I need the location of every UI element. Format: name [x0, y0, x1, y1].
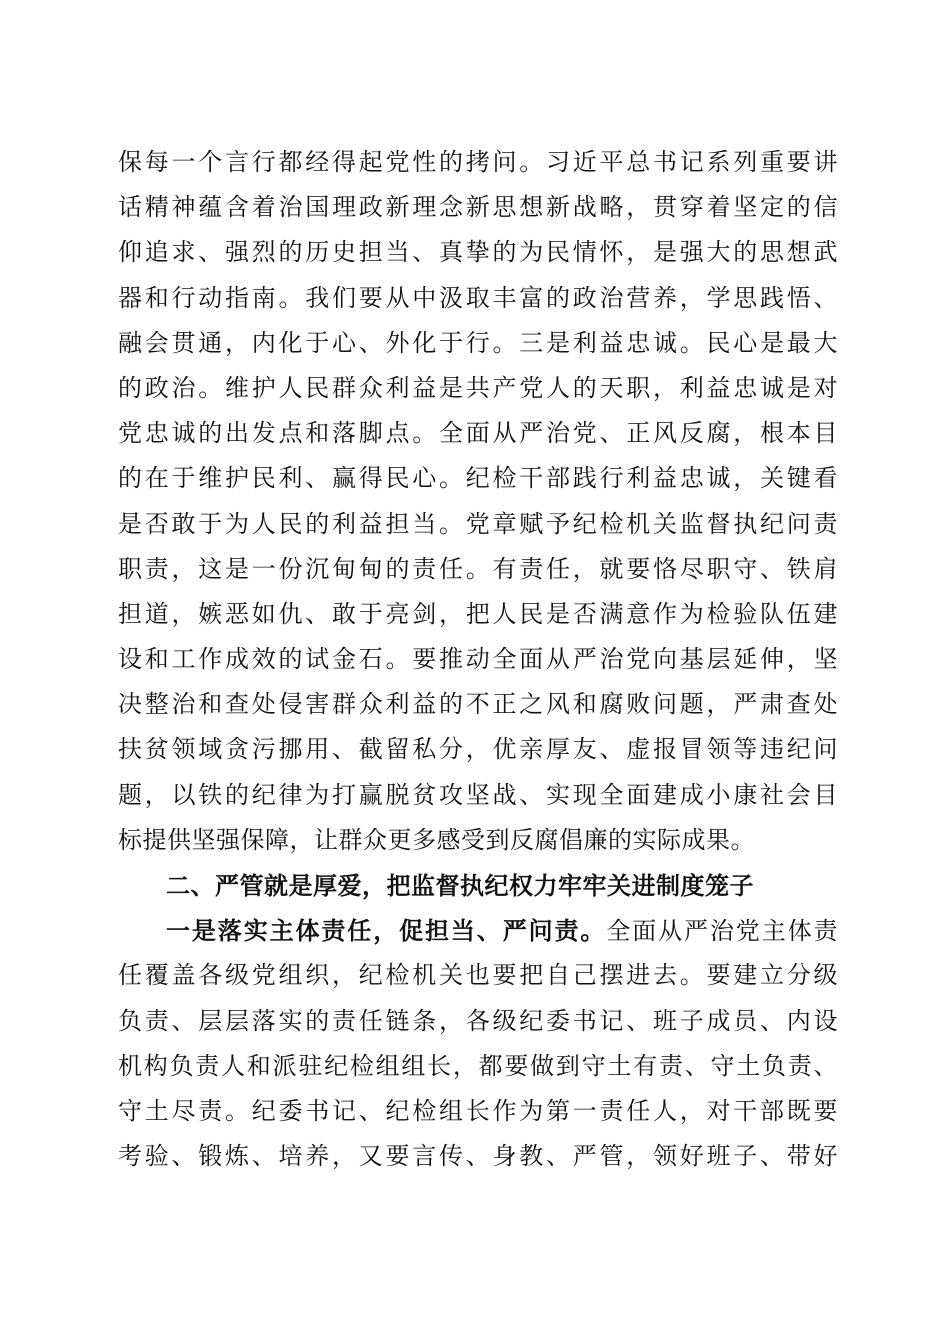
- paragraph-line: 担道，嫉恶如仇、敢于亮剑，把人民是否满意作为检验队伍建: [118, 599, 838, 628]
- paragraph-line: 任覆盖各级党组织，纪检机关也要把自己摆进去。要建立分级: [118, 961, 838, 990]
- paragraph-line: 守土尽责。纪委书记、纪检组长作为第一责任人，对干部既要: [118, 1096, 838, 1125]
- paragraph-line: 负责、层层落实的责任链条，各级纪委书记、班子成员、内设: [118, 1006, 838, 1035]
- paragraph-line: 党忠诚的出发点和落脚点。全面从严治党、正风反腐，根本目: [118, 419, 838, 448]
- paragraph-line: 职责，这是一份沉甸甸的责任。有责任，就要恪尽职守、铁肩: [118, 554, 838, 583]
- paragraph-line: 的在于维护民利、赢得民心。纪检干部践行利益忠诚，关键看: [118, 464, 838, 493]
- paragraph-line: 机构负责人和派驻纪检组组长，都要做到守土有责、守土负责、: [118, 1051, 838, 1080]
- paragraph-line: 题，以铁的纪律为打赢脱贫攻坚战、实现全面建成小康社会目: [118, 780, 838, 809]
- section-first-line: [118, 908, 838, 953]
- paragraph-line: 扶贫领域贪污挪用、截留私分，优亲厚友、虚报冒领等违纪问: [118, 735, 838, 764]
- paragraph-line: 仰追求、强烈的历史担当、真挚的为民情怀，是强大的思想武: [118, 238, 838, 267]
- paragraph-line: 话精神蕴含着治国理政新理念新思想新战略，贯穿着坚定的信: [118, 193, 838, 222]
- paragraph-line: 器和行动指南。我们要从中汲取丰富的政治营养，学思践悟、: [118, 283, 838, 312]
- paragraph-line: 是否敢于为人民的利益担当。党章赋予纪检机关监督执纪问责: [118, 509, 838, 538]
- section-heading: 二、严管就是厚爱，把监督执纪权力牢牢关进制度笼子: [166, 871, 754, 900]
- paragraph-line: 融会贯通，内化于心、外化于行。三是利益忠诚。民心是最大: [118, 328, 838, 357]
- paragraph-line: 的政治。维护人民群众利益是共产党人的天职，利益忠诚是对: [118, 373, 838, 402]
- subsection-text: 全面从严治党主体责: [606, 917, 839, 946]
- subsection-title: 一是落实主体责任，促担当、严问责。: [166, 916, 607, 946]
- paragraph-line: 考验、锻炼、培养，又要言传、身教、严管，领好班子、带好: [118, 1142, 838, 1171]
- paragraph-line: 设和工作成效的试金石。要推动全面从严治党向基层延伸，坚: [118, 645, 838, 674]
- body-text: [118, 140, 838, 1179]
- paragraph-line: 保每一个言行都经得起党性的拷问。习近平总书记系列重要讲: [118, 148, 838, 176]
- paragraph-line: 标提供坚强保障，让群众更多感受到反腐倡廉的实际成果。: [118, 825, 755, 854]
- paragraph-line: 决整治和查处侵害群众利益的不正之风和腐败问题，严肃查处: [118, 690, 838, 719]
